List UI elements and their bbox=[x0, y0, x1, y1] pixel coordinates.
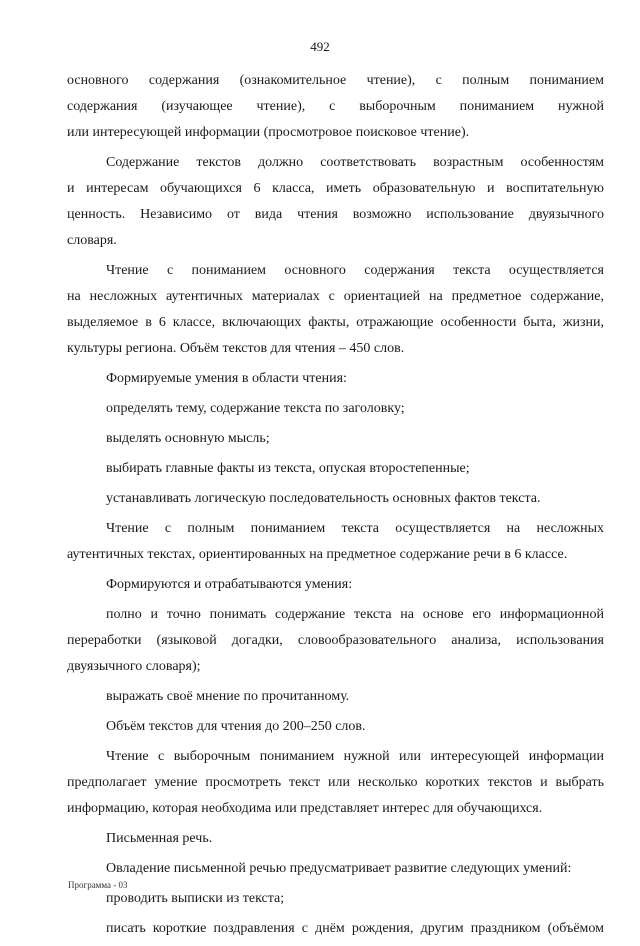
paragraph bbox=[67, 456, 604, 482]
text-line: выделять основную мысль; bbox=[106, 431, 270, 446]
text-line: ценность. Независимо от вида чтения возможно использование двуязычного bbox=[67, 207, 604, 222]
text-line: информацию, которая необходима или представляет интерес для обучающихся. bbox=[67, 801, 543, 816]
text-line: Чтение с пониманием основного содержания текста осуществляется bbox=[106, 263, 604, 278]
text-line: культуры региона. Объём текстов для чтения – 450 слов. bbox=[67, 341, 405, 356]
paragraph bbox=[67, 916, 604, 942]
paragraph bbox=[67, 258, 604, 362]
text-line: Овладение письменной речью предусматривает развитие следующих умений: bbox=[106, 861, 572, 876]
text-line: полно и точно понимать содержание текста на основе его информационной bbox=[106, 607, 604, 622]
text-line: Формируемые умения в области чтения: bbox=[106, 371, 347, 386]
text-line: выделяемое в 6 классе, включающих факты, отражающие особенности быта, жизни, bbox=[67, 315, 604, 330]
text-line: проводить выписки из текста; bbox=[106, 891, 285, 906]
paragraph bbox=[67, 886, 604, 912]
text-line: содержания (изучающее чтение), с выборочным пониманием нужной bbox=[67, 99, 604, 114]
text-line: Чтение с полным пониманием текста осуществляется на несложных bbox=[106, 521, 604, 536]
paragraph bbox=[67, 602, 604, 680]
text-line: Объём текстов для чтения до 200–250 слов. bbox=[106, 719, 366, 734]
text-line: предполагает умение просмотреть текст или несколько коротких текстов и выбрать bbox=[67, 775, 604, 790]
paragraph bbox=[67, 396, 604, 422]
paragraph bbox=[67, 744, 604, 822]
paragraph bbox=[67, 826, 604, 852]
text-line: выражать своё мнение по прочитанному. bbox=[106, 689, 350, 704]
text-line: Письменная речь. bbox=[106, 831, 213, 846]
paragraph bbox=[67, 68, 604, 146]
text-line: словаря. bbox=[67, 233, 117, 248]
paragraph bbox=[67, 572, 604, 598]
text-line: выбирать главные факты из текста, опуская второстепенные; bbox=[106, 461, 470, 476]
text-line: двуязычного словаря); bbox=[67, 659, 201, 674]
text-line: Чтение с выборочным пониманием нужной или интересующей информации bbox=[106, 749, 604, 764]
paragraph bbox=[67, 426, 604, 452]
text-line: Формируются и отрабатываются умения: bbox=[106, 577, 353, 592]
paragraph bbox=[67, 516, 604, 568]
paragraph bbox=[67, 714, 604, 740]
page-footer: Программа - 03 bbox=[68, 880, 128, 890]
paragraph bbox=[67, 856, 604, 882]
text-line: устанавливать логическую последовательность основных фактов текста. bbox=[106, 491, 541, 506]
paragraph bbox=[67, 366, 604, 392]
text-line: на несложных аутентичных материалах с ориентацией на предметное содержание, bbox=[67, 289, 604, 304]
text-line: определять тему, содержание текста по заголовку; bbox=[106, 401, 405, 416]
paragraph bbox=[67, 684, 604, 710]
text-line: Содержание текстов должно соответствовать возрастным особенностям bbox=[106, 155, 604, 170]
paragraph bbox=[67, 486, 604, 512]
document-body bbox=[67, 68, 604, 946]
text-line: писать короткие поздравления с днём рождения, другим праздником (объёмом bbox=[106, 921, 604, 936]
text-line: аутентичных текстах, ориентированных на предметное содержание речи в 6 классе. bbox=[67, 547, 568, 562]
text-line: или интересующей информации (просмотровое поисковое чтение). bbox=[67, 125, 470, 140]
text-line: переработки (языковой догадки, словообразовательного анализа, использования bbox=[67, 633, 604, 648]
page-number: 492 bbox=[310, 39, 330, 54]
text-line: основного содержания (ознакомительное чтение), с полным пониманием bbox=[67, 73, 604, 88]
text-line: и интересам обучающихся 6 класса, иметь образовательную и воспитательную bbox=[67, 181, 604, 196]
paragraph bbox=[67, 150, 604, 254]
